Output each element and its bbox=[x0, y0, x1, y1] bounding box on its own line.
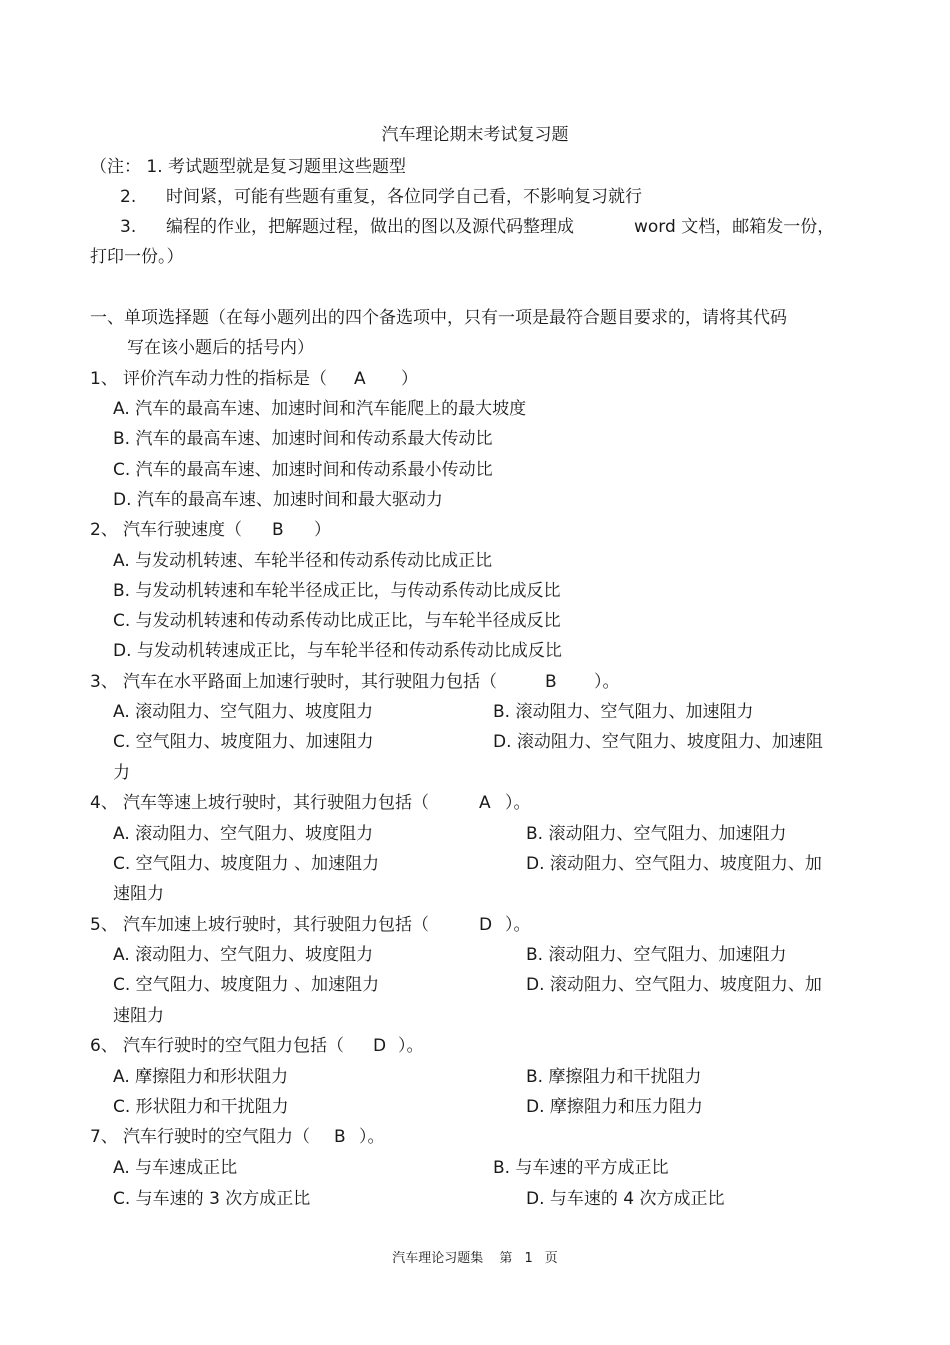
question-2-close: ） bbox=[314, 520, 331, 540]
question-5-option-d: D. 滚动阻力、空气阻力、坡度阻力、加 bbox=[526, 975, 822, 995]
question-3-number: 3、 bbox=[90, 672, 118, 692]
question-4-stem: 汽车等速上坡行驶时，其行驶阻力包括（ bbox=[123, 793, 429, 813]
document-title: 汽车理论期末考试复习题 bbox=[381, 125, 569, 145]
question-4-option-a: A. 滚动阻力、空气阻力、坡度阻力 bbox=[113, 824, 374, 844]
question-3-answer: B bbox=[545, 672, 557, 692]
question-3-option-d: D. 滚动阻力、空气阻力、坡度阻力、加速阻 bbox=[493, 732, 823, 752]
section-heading: 一、单项选择题（在每小题列出的四个备选项中，只有一项是最符合题目要求的，请将其代码 bbox=[90, 308, 787, 328]
question-1-option-d: D. 汽车的最高车速、加速时间和最大驱动力 bbox=[113, 490, 443, 510]
question-1-option-a: A. 汽车的最高车速、加速时间和汽车能爬上的最大坡度 bbox=[113, 399, 527, 419]
question-1-number: 1、 bbox=[90, 369, 118, 389]
question-6-answer: D bbox=[373, 1036, 387, 1056]
question-3-close: ）。 bbox=[594, 672, 620, 692]
question-2-option-d: D. 与发动机转速成正比，与车轮半径和传动系传动比成反比 bbox=[113, 641, 562, 661]
footer-page-prefix: 第 bbox=[499, 1251, 513, 1266]
section-heading-continuation: 写在该小题后的括号内） bbox=[127, 338, 314, 358]
question-6-close: ）。 bbox=[398, 1036, 424, 1056]
question-1-stem: 评价汽车动力性的指标是（ bbox=[123, 369, 327, 389]
question-6-option-b: B. 摩擦阻力和干扰阻力 bbox=[526, 1067, 702, 1087]
question-2-number: 2、 bbox=[90, 520, 118, 540]
question-3-option-d-continuation: 力 bbox=[113, 763, 130, 783]
question-6-stem: 汽车行驶时的空气阻力包括（ bbox=[123, 1036, 344, 1056]
question-1-answer: A bbox=[354, 369, 366, 389]
question-1-close: ） bbox=[401, 369, 418, 389]
question-5-option-b: B. 滚动阻力、空气阻力、加速阻力 bbox=[526, 945, 787, 965]
question-6-option-c: C. 形状阻力和干扰阻力 bbox=[113, 1097, 289, 1117]
note-2-text: 时间紧，可能有些题有重复，各位同学自己看，不影响复习就行 bbox=[166, 187, 642, 207]
question-2-answer: B bbox=[272, 520, 284, 540]
question-5-answer: D bbox=[479, 915, 493, 935]
footer-page-suffix: 页 bbox=[544, 1251, 558, 1266]
note-3-number: 3. bbox=[120, 217, 137, 237]
note-3-continuation: 打印一份。） bbox=[90, 247, 184, 267]
question-6-option-d: D. 摩擦阻力和压力阻力 bbox=[526, 1097, 703, 1117]
question-5-option-c: C. 空气阻力、坡度阻力 、加速阻力 bbox=[113, 975, 380, 995]
question-7-option-a: A. 与车速成正比 bbox=[113, 1158, 238, 1178]
question-4-option-d: D. 滚动阻力、空气阻力、坡度阻力、加 bbox=[526, 854, 822, 874]
question-2-option-a: A. 与发动机转速、车轮半径和传动系传动比成正比 bbox=[113, 551, 493, 571]
question-2-option-b: B. 与发动机转速和车轮半径成正比，与传动系传动比成反比 bbox=[113, 581, 561, 601]
question-5-close: ）。 bbox=[505, 915, 531, 935]
question-1-option-c: C. 汽车的最高车速、加速时间和传动系最小传动比 bbox=[113, 460, 493, 480]
question-5-option-d-continuation: 速阻力 bbox=[113, 1006, 164, 1026]
footer-page-number: 1 bbox=[524, 1251, 533, 1266]
question-7-answer: B bbox=[334, 1127, 346, 1147]
question-5-stem: 汽车加速上坡行驶时，其行驶阻力包括（ bbox=[123, 915, 429, 935]
question-4-option-b: B. 滚动阻力、空气阻力、加速阻力 bbox=[526, 824, 787, 844]
footer-book-name: 汽车理论习题集 bbox=[392, 1251, 484, 1266]
question-7-option-b: B. 与车速的平方成正比 bbox=[493, 1158, 669, 1178]
question-4-option-d-continuation: 速阻力 bbox=[113, 884, 164, 904]
question-7-number: 7、 bbox=[90, 1127, 118, 1147]
question-2-option-c: C. 与发动机转速和传动系传动比成正比，与车轮半径成反比 bbox=[113, 611, 561, 631]
question-7-stem: 汽车行驶时的空气阻力（ bbox=[123, 1127, 310, 1147]
question-7-close: ）。 bbox=[359, 1127, 385, 1147]
question-4-option-c: C. 空气阻力、坡度阻力 、加速阻力 bbox=[113, 854, 380, 874]
question-6-option-a: A. 摩擦阻力和形状阻力 bbox=[113, 1067, 289, 1087]
question-3-option-c: C. 空气阻力、坡度阻力、加速阻力 bbox=[113, 732, 374, 752]
question-1-option-b: B. 汽车的最高车速、加速时间和传动系最大传动比 bbox=[113, 429, 493, 449]
question-4-number: 4、 bbox=[90, 793, 118, 813]
question-7-option-c: C. 与车速的 3 次方成正比 bbox=[113, 1189, 311, 1209]
question-4-close: ）。 bbox=[505, 793, 531, 813]
question-4-answer: A bbox=[479, 793, 491, 813]
question-3-option-a: A. 滚动阻力、空气阻力、坡度阻力 bbox=[113, 702, 374, 722]
note-3-tail: word 文档，邮箱发一份， bbox=[634, 217, 835, 237]
question-3-option-b: B. 滚动阻力、空气阻力、加速阻力 bbox=[493, 702, 754, 722]
note-1: （注： 1. 考试题型就是复习题里这些题型 bbox=[90, 157, 407, 177]
question-6-number: 6、 bbox=[90, 1036, 118, 1056]
question-2-stem: 汽车行驶速度（ bbox=[123, 520, 242, 540]
page-footer bbox=[0, 1248, 950, 1270]
note-2-number: 2. bbox=[120, 187, 137, 207]
question-5-number: 5、 bbox=[90, 915, 118, 935]
question-5-option-a: A. 滚动阻力、空气阻力、坡度阻力 bbox=[113, 945, 374, 965]
note-3-text: 编程的作业，把解题过程，做出的图以及源代码整理成 bbox=[166, 217, 574, 237]
question-3-stem: 汽车在水平路面上加速行驶时，其行驶阻力包括（ bbox=[123, 672, 497, 692]
question-7-option-d: D. 与车速的 4 次方成正比 bbox=[526, 1189, 725, 1209]
